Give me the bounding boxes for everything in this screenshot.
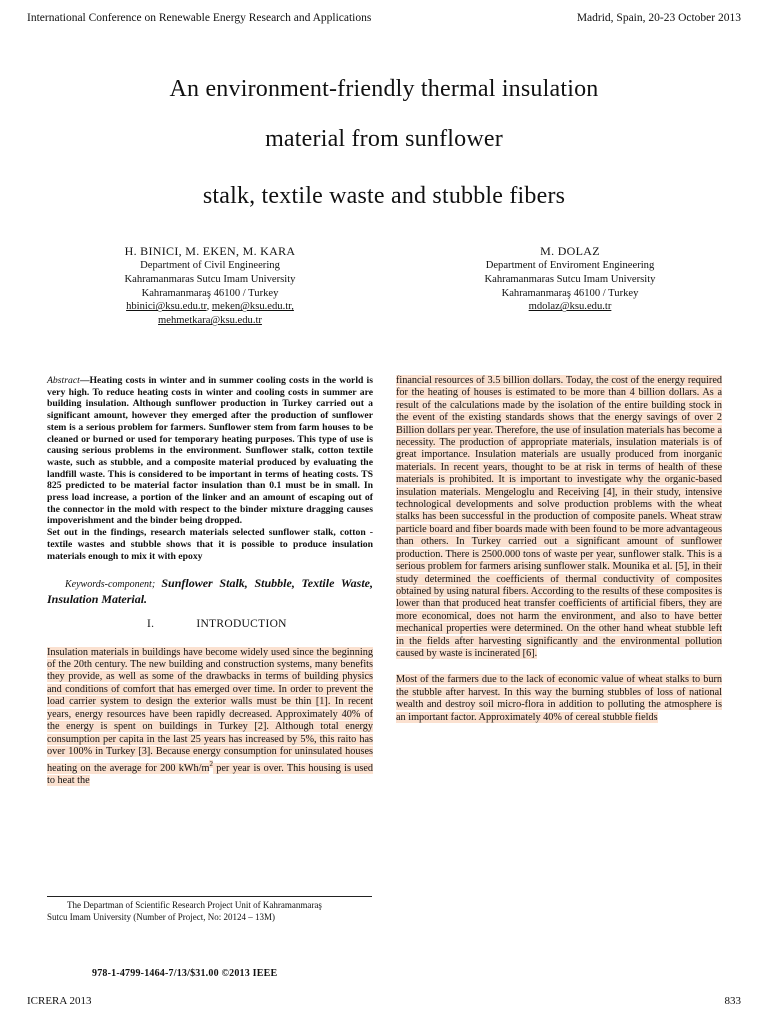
paper-title-line-3: stalk, textile waste and stubble fibers <box>202 183 566 209</box>
email-separator: , <box>206 301 212 313</box>
intro-text: Insulation materials in buildings have become widely used since the beginning of the 20th century. The new building and construction systems, many benefits they provide, as well as some of the drawbacks in terms of building physics and conditions of comfort that has emerged over time. In order to prevent the load carrier system to design the exterior walls must be thin [1]. In recent years, energy resources have been rapidly decreased. Approximately 40% of the energy is spent on buildings in Turkey [2]. Although total energy consumption per capita in the last 25 years has increased by 5%, this raito has over 100% in Turkey [3]. Because energy consumption for uninsulated houses heating on the average for 200 kWh/m <box>47 646 373 774</box>
abstract <box>47 375 373 562</box>
author-block-left <box>60 243 360 328</box>
isbn-copyright: 978-1-4799-1464-7/13/$31.00 ©2013 IEEE <box>92 968 278 979</box>
paper-title-line-1: An environment-friendly thermal insulation <box>169 76 599 102</box>
keywords-terms: Sunflower Stalk, Stubble, Textile Waste, Insulation Material. <box>47 576 373 607</box>
right-paragraph-1-text: financial resources of 3.5 billion dollars. Today, the cost of the energy required for the heating of houses is estimated to be more than 4 billion dollars. As a result of the calculations made by the isolation of the entire building stock in the event of the existing standards shows that the energy savings of over 2 Billion dollars per year. Therefore, the use of insulation materials has become a necessity. The production of appropriate materials, insulation materials is of great importance. Insulation materials are usually produced from inorganic materials. In recent years, thought to be at risk in terms of health of these materials is prohibited. It is important to investigate why the organic-based insulation materials. Mengeloglu and Receiving [4], in their study, intensive technological developments and solve production problems with the wheat stalks has been successful in the production of composite panels. Wheat straw particle board and fiber boards made with been found to be more advantageous than others. In Turkey carried out a significant amount of sunflower production. There is 2500.000 tons of waste per year, sunflower stalk. This is a serious problem for farmers arising sunflower stalk. Mounika et al. [5], in their study determined the coefficients of thermal conductivity of composites obtained by using natural fibers. According to the results of these composites is lower than that produced heat transfer coefficients of artificial fibers, they are more economical, does not harm the environment, and also to have better mechanical properties were determined. On the other hand wheat stubble left in the fields after harvesting significantly and the environmental pollution caused by waste is incinerated [6]. <box>396 375 722 659</box>
intro-paragraph-1 <box>47 647 373 788</box>
email-link-hbinici[interactable]: hbinici@ksu.edu.tr <box>126 301 207 313</box>
abstract-lead: Abstract <box>47 375 80 386</box>
section-number: I. <box>147 618 155 631</box>
paper-title-line-2: material from sunflower <box>265 126 503 152</box>
abstract-text-2: Set out in the findings, research materials selected sunflower stalk, cotton - textile wastes and stubble shows that it is possible to produce insulation materials enough to mix it with epoxy <box>47 527 373 562</box>
keywords-lead: Keywords-component; <box>65 579 156 591</box>
author-names-left: H. BINICI, M. EKEN, M. KARA <box>124 244 296 258</box>
section-heading-introduction <box>47 618 373 630</box>
location-date-header: Madrid, Spain, 20-23 October 2013 <box>576 12 741 24</box>
footer-conference: ICRERA 2013 <box>27 995 92 1007</box>
footnote-line-2: Sutcu Imam University (Number of Project, No: 20124 – 13M) <box>47 911 275 922</box>
footnote-rule <box>47 896 372 897</box>
author-city-left: Kahramanmaraş 46100 / Turkey <box>141 287 279 299</box>
keywords <box>47 576 373 608</box>
section-title: INTRODUCTION <box>196 618 287 631</box>
intro-superscript: 2 <box>209 760 213 769</box>
right-paragraph-2 <box>396 674 722 724</box>
author-dept-left: Department of Civil Engineering <box>140 260 280 271</box>
author-dept-right: Department of Enviroment Engineering <box>485 260 655 271</box>
right-column <box>396 375 722 724</box>
right-paragraph-2-text: Most of the farmers due to the lack of economic value of wheat stalks to burn the stubble after harvest. In this way the burning stubbles of loss of national wealth and destroy soil micro-flora in addition to polluting the atmosphere is an important factor. Approximately 40% of cereal stubble fields <box>396 674 722 723</box>
right-paragraph-1 <box>396 375 722 660</box>
author-univ-left: Kahramanmaras Sutcu Imam University <box>124 273 296 285</box>
abstract-dash: — <box>79 375 90 386</box>
left-column <box>47 375 373 788</box>
email-link-mdolaz[interactable]: mdolaz@ksu.edu.tr <box>528 301 612 313</box>
abstract-text: Heating costs in winter and in summer cooling costs in the world is very high. To reduce heating costs in winter and cooling costs in summer are building insulation. Although sunflower production in Turkey carried out a significant amount, however they emerged after the production of sunflower stem is a serious problem for farmers. Sunflower stem from farm houses to be cleaned or burned or used for temporary heating purposes. This type of use is causing serious problems in the environment. Sunflower stalk, cotton textile waste, such as stubble, and a composite material produced by evaluating the landfill waste. This is considered to be important in terms of heating costs. TS 825 predicted to be material factor insulation than 0.1 must be in small. In press load increase, a portion of the linker and an amount of escaping out of the connector in the mold with respect to the binder mixture dragging causes impoverishment and the binder being dropped. <box>47 375 373 527</box>
author-block-right <box>410 243 730 314</box>
footnote-line-1: The Departman of Scientific Research Project Unit of Kahramanmaraş <box>67 900 322 910</box>
author-names-right: M. DOLAZ <box>540 244 600 258</box>
email-link-meken[interactable]: meken@ksu.edu.tr, <box>211 301 294 313</box>
author-univ-right: Kahramanmaras Sutcu Imam University <box>484 273 656 285</box>
footnote <box>47 900 377 923</box>
author-city-right: Kahramanmaraş 46100 / Turkey <box>501 287 639 299</box>
conference-header: International Conference on Renewable Energy Research and Applications <box>27 12 372 24</box>
email-link-mehmetkara[interactable]: mehmetkara@ksu.edu.tr <box>158 315 262 327</box>
intro-text-end: per year is over. This housing is used to heat the <box>47 762 373 787</box>
page-number: 833 <box>724 995 741 1007</box>
author-emails-left <box>60 300 360 314</box>
